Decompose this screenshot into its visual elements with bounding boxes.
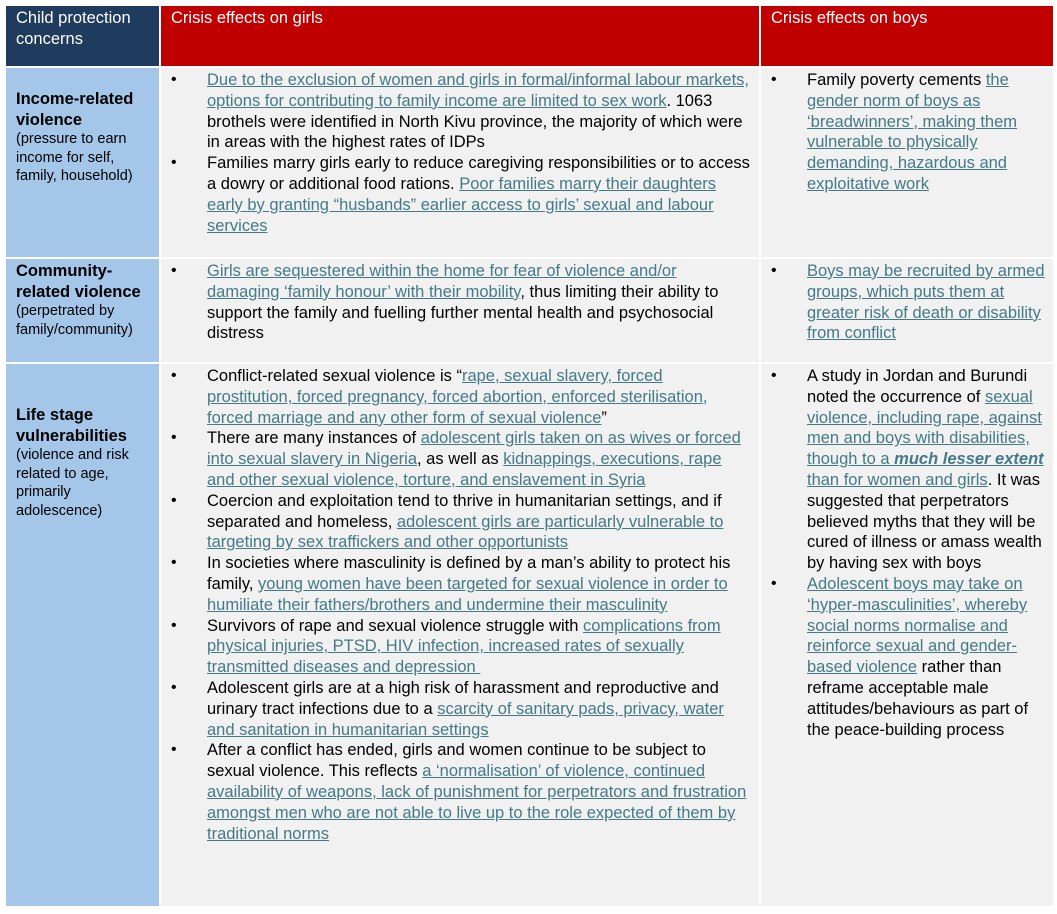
bullet-item (807, 261, 1045, 344)
reference-link[interactable]: a ‘normalisation’ of violence, continued availability of weapons, lack of punishment for perpetrators and frustration amongst men who are not able to live up to the role expected of them by traditional norms (207, 762, 747, 843)
reference-link[interactable]: young women have been targeted for sexual violence in order to humiliate their fathers/brothers and undermine their masculinity (207, 574, 728, 614)
row-label (5, 363, 160, 907)
header-child-protection-concerns: Child protection concerns (5, 5, 160, 67)
boys-bullet-list (761, 70, 1045, 195)
girls-bullet-list (161, 261, 751, 344)
bullet-text: rather than reframe acceptable male attitudes/behaviours as part of the peace-building process (807, 658, 1029, 739)
girls-cell (160, 258, 760, 363)
bullet-text: Family poverty cements (807, 71, 986, 89)
bullet-text: . It was suggested that perpetrators believed myths that they will be cured of illness or amass wealth by having sex with boys (807, 470, 1042, 573)
bullet-text: Families marry girls early to reduce caregiving responsibilities or to access a dowry or additional food rations. (207, 154, 750, 193)
reference-link[interactable]: scarcity of sanitary pads, privacy, water and sanitation in humanitarian settings (207, 699, 724, 739)
row-title: Life stage vulnerabilities (16, 406, 127, 445)
reference-link[interactable]: Poor families marry their daughters early by granting “husbands” earlier access to girls’ sexual and labour services (207, 174, 716, 235)
boys-bullet-list (761, 366, 1045, 740)
header-crisis-effects-boys: Crisis effects on boys (760, 5, 1054, 67)
girls-cell (160, 363, 760, 907)
reference-link[interactable]: than for women and girls (807, 470, 988, 489)
table-row (5, 258, 1054, 363)
girls-bullet-list (161, 70, 751, 236)
girls-bullet-list (161, 366, 751, 844)
row-subtitle: (perpetrated by family/community) (16, 303, 133, 338)
boys-cell (760, 363, 1054, 907)
table-row (5, 363, 1054, 907)
row-subtitle: (violence and risk related to age, primarily adolescence) (16, 447, 129, 519)
bullet-text: , as well as (417, 450, 504, 469)
reference-link[interactable]: Girls are sequestered within the home for fear of violence and/or damaging ‘family honour’ with their mobility (207, 262, 677, 301)
bullet-item (807, 70, 1045, 195)
bullet-item (807, 366, 1045, 574)
bullet-item (207, 261, 751, 344)
reference-link[interactable]: adolescent girls taken on as wives or forced into sexual slavery in Nigeria (207, 429, 741, 469)
bullet-text: Survivors of rape and sexual violence struggle with (207, 616, 584, 635)
girls-cell (160, 67, 760, 258)
row-label (5, 258, 160, 363)
bullet-text: , thus limiting their ability to support the family and fuelling further mental health and psychosocial distress (207, 282, 719, 343)
reference-link[interactable]: Adolescent boys may take on ‘hyper-masculinities’, whereby social norms normalise and reinforce sexual and gender-based violence (807, 574, 1028, 677)
bullet-item (207, 678, 751, 740)
child-protection-table (4, 4, 1055, 908)
row-title: Income-related violence (16, 90, 134, 129)
bullet-text: A study in Jordan and Burundi noted the occurrence of (807, 367, 1028, 406)
row-subtitle: (pressure to earn income for self, family, household) (16, 131, 133, 184)
bullet-text: Adolescent girls are at a high risk of harassment and reproductive and urinary tract infections due to a (207, 678, 719, 718)
boys-cell (760, 67, 1054, 258)
table-row (5, 67, 1054, 258)
row-label (5, 67, 160, 258)
reference-link[interactable]: sexual violence, including rape, against men and boys with disabilities, though to a (807, 387, 1042, 469)
bullet-item (207, 491, 751, 553)
bullet-item (207, 428, 751, 490)
reference-link[interactable]: rape, sexual slavery, forced prostitution, forced pregnancy, forced abortion, enforced sterilisation, forced marriage and any other form of sexual violence (207, 367, 708, 427)
boys-cell (760, 258, 1054, 363)
boys-bullet-list (761, 261, 1045, 344)
row-title: Community-related violence (16, 262, 141, 301)
bullet-text: Coercion and exploitation tend to thrive in humanitarian settings, and if separated and homeless, (207, 491, 722, 531)
bullet-item (807, 574, 1045, 740)
bullet-item (207, 366, 751, 428)
bullet-text: In societies where masculinity is defined by a man’s ability to protect his family, (207, 554, 731, 593)
reference-link[interactable]: Boys may be recruited by armed groups, which puts them at greater risk of death or disability from conflict (807, 262, 1045, 343)
reference-link[interactable]: Due to the exclusion of women and girls in formal/informal labour markets, options for contributing to family income are limited to sex work (207, 71, 749, 110)
reference-link[interactable]: adolescent girls are particularly vulnerable to targeting by sex traffickers and other opportunists (207, 512, 724, 552)
bullet-item (207, 740, 751, 844)
bullet-text: ” (601, 408, 607, 427)
reference-link[interactable]: much lesser extent (894, 450, 1044, 469)
bullet-item (207, 553, 751, 615)
bullet-item (207, 616, 751, 678)
bullet-text: Conflict-related sexual violence is “ (207, 367, 462, 385)
bullet-text: There are many instances of (207, 429, 421, 448)
bullet-item (207, 70, 751, 153)
reference-link[interactable]: complications from physical injuries, PTSD, HIV infection, increased rates of sexually transmitted diseases and depression (207, 616, 721, 677)
table-header-row (5, 5, 1054, 67)
reference-link[interactable]: the gender norm of boys as ‘breadwinners’, making them vulnerable to physically demanding, hazardous and exploitative work (807, 71, 1018, 193)
bullet-text: . 1063 brothels were identified in North Kivu province, the majority of which were in areas with the highest rates of IDPs (207, 91, 743, 152)
bullet-item (207, 153, 751, 236)
header-crisis-effects-girls: Crisis effects on girls (160, 5, 760, 67)
reference-link[interactable]: kidnappings, executions, rape and other sexual violence, torture, and enslavement in Syria (207, 450, 722, 489)
bullet-text: After a conflict has ended, girls and women continue to be subject to sexual violence. This reflects (207, 741, 706, 781)
